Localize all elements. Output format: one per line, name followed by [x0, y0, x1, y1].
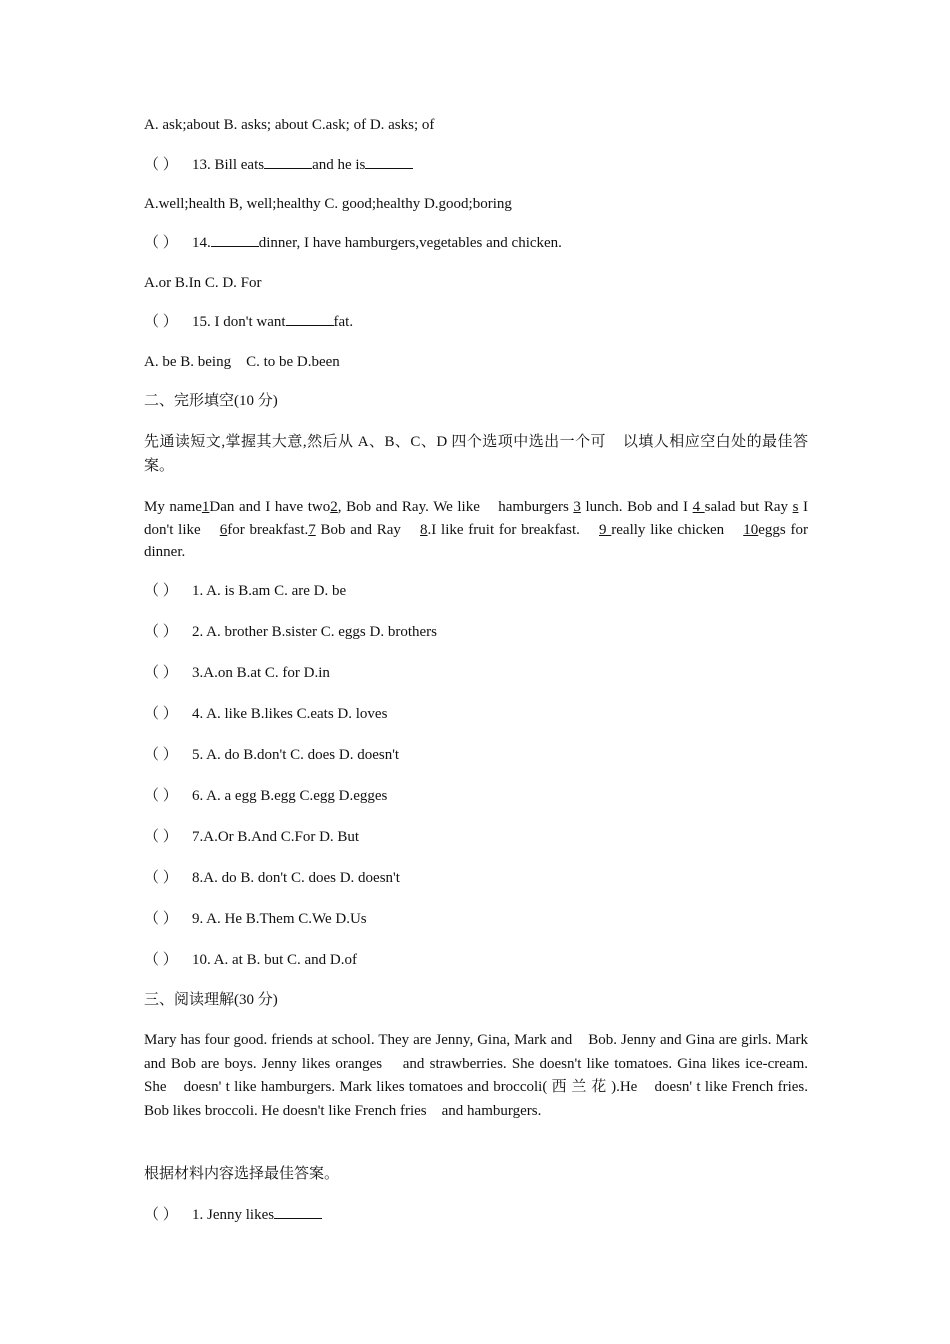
q14-options: A.or B.In C. D. For	[144, 275, 262, 291]
answer-blank	[365, 155, 413, 169]
cloze-option-1	[144, 581, 346, 601]
passage-text: Dan and I have two	[209, 499, 331, 515]
passage-text: really like chicken	[611, 521, 744, 538]
answer-bracket: （ ）	[144, 665, 178, 681]
answer-blank	[286, 312, 334, 326]
cloze-option-3	[144, 663, 330, 683]
answer-bracket: （ ）	[144, 235, 178, 251]
answer-bracket: （ ）	[144, 583, 178, 599]
question-14	[144, 233, 562, 253]
blank-number: 10	[743, 521, 759, 538]
blank-number: s	[792, 499, 799, 515]
question-text: 1. Jenny likes	[192, 1207, 275, 1223]
cloze-passage	[144, 496, 812, 564]
passage-text: .I like fruit for breakfast.	[427, 521, 599, 538]
option-text: 7.A.Or B.And C.For D. But	[192, 829, 360, 845]
question-13	[144, 155, 413, 175]
question-text: 14.	[192, 235, 211, 251]
blank-number: 6	[219, 521, 228, 538]
q12-options: A. ask;about B. asks; about C.ask; of D. asks; of	[144, 117, 435, 133]
answer-bracket: （ ）	[144, 314, 178, 330]
passage-text: Bob and Ray	[315, 521, 421, 538]
option-text: 8.A. do B. don't C. does D. doesn't	[192, 870, 400, 886]
answer-blank	[274, 1205, 322, 1219]
answer-bracket: （ ）	[144, 1207, 178, 1223]
cloze-option-9	[144, 909, 367, 929]
option-text: 5. A. do B.don't C. does D. doesn't	[192, 747, 400, 763]
question-text: 15. I don't want	[192, 314, 286, 330]
passage-text: I don't like	[144, 499, 812, 538]
option-text: 3.A.on B.at C. for D.in	[192, 665, 330, 681]
answer-bracket: （ ）	[144, 747, 178, 763]
q15-options: A. be B. being C. to be D.been	[144, 354, 340, 370]
answer-bracket: （ ）	[144, 157, 178, 173]
question-text: fat.	[333, 314, 354, 330]
option-text: 10. A. at B. but C. and D.of	[192, 952, 357, 968]
blank-number: 9	[599, 521, 612, 538]
cloze-option-7	[144, 827, 359, 847]
question-text: dinner, I have hamburgers,vegetables and chicken.	[258, 235, 562, 251]
answer-bracket: （ ）	[144, 911, 178, 927]
question-text: 13. Bill eats	[192, 157, 265, 173]
answer-bracket: （ ）	[144, 624, 178, 640]
blank-number: 2	[330, 499, 338, 515]
question-15	[144, 312, 353, 332]
option-text: 4. A. like B.likes C.eats D. loves	[192, 706, 388, 722]
answer-bracket: （ ）	[144, 706, 178, 722]
answer-bracket: （ ）	[144, 788, 178, 804]
cloze-option-4	[144, 704, 387, 724]
reading-passage: Mary has four good. friends at school. They are Jenny, Gina, Mark and Bob. Jenny and Gina are girls. Mark and Bob are boys. Jenny likes oranges and strawberries. She doesn't like tomatoes. Gina likes ice-cream. She doesn' t like hamburgers. Mark likes tomatoes and broccoli( 西 兰 花 ).He doesn' t like French fries. Bob likes broccoli. He doesn't like French fries and hamburgers.	[144, 1032, 812, 1119]
cloze-instruction: 先通读短文,掌握其大意,然后从 A、B、C、D 四个选项中选出一个可 以填人相应空白处的最佳答案。	[144, 434, 808, 474]
question-text: and he is	[312, 157, 366, 173]
cloze-option-2	[144, 622, 437, 642]
q13-options: A.well;health B, well;healthy C. good;healthy D.good;boring	[144, 196, 512, 212]
reading-question-1	[144, 1205, 322, 1225]
reading-instruction: 根据材料内容选择最佳答案。	[144, 1166, 340, 1182]
cloze-option-5	[144, 745, 399, 765]
cloze-option-10	[144, 950, 357, 970]
blank-number: 3	[573, 499, 581, 515]
passage-text: for breakfast.	[227, 521, 309, 538]
answer-bracket: （ ）	[144, 870, 178, 886]
answer-blank	[264, 155, 312, 169]
blank-number: 7	[308, 521, 316, 538]
passage-text: eggs for dinner.	[144, 521, 812, 560]
option-text: 6. A. a egg B.egg C.egg D.egges	[192, 788, 388, 804]
passage-text: salad but Ray	[704, 499, 793, 515]
section-heading-reading: 三、阅读理解(30 分)	[144, 992, 278, 1008]
answer-blank	[211, 233, 259, 247]
passage-text: lunch. Bob and I	[580, 499, 693, 515]
section-heading-cloze: 二、完形填空(10 分)	[144, 393, 278, 409]
option-text: 9. A. He B.Them C.We D.Us	[192, 911, 367, 927]
blank-number: 8	[420, 521, 428, 538]
cloze-option-6	[144, 786, 387, 806]
passage-text: , Bob and Ray. We like hamburgers	[337, 499, 574, 515]
cloze-option-8	[144, 868, 400, 888]
answer-bracket: （ ）	[144, 829, 178, 845]
option-text: 2. A. brother B.sister C. eggs D. brothers	[192, 624, 437, 640]
answer-bracket: （ ）	[144, 952, 178, 968]
passage-text: My name	[144, 499, 202, 515]
blank-number: 4	[692, 499, 705, 515]
option-text: 1. A. is B.am C. are D. be	[192, 583, 347, 599]
blank-number: 1	[201, 499, 210, 515]
